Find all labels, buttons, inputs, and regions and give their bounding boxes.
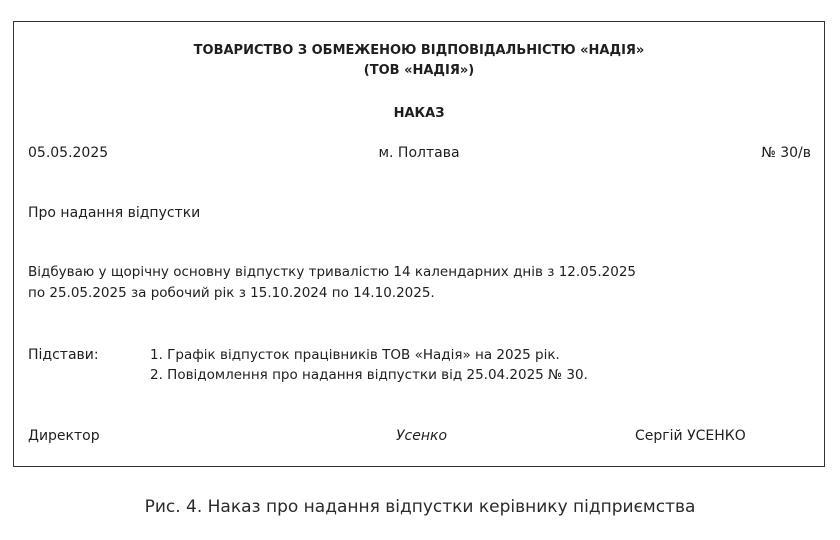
document-number: № 30/в — [761, 145, 811, 161]
signatory-position: Директор — [28, 428, 100, 444]
body-text-line: Відбуваю у щорічну основну відпустку тривалістю 14 календарних днів з 12.05.2025 — [28, 264, 637, 280]
document-place: м. Полтава — [378, 145, 460, 161]
document-frame — [13, 21, 825, 467]
grounds-label: Підстави: — [28, 347, 99, 363]
organization-full-name: ТОВАРИСТВО З ОБМЕЖЕНОЮ ВІДПОВІДАЛЬНІСТЮ «НАДІЯ» — [193, 43, 645, 58]
grounds-item: 1. Графік відпусток працівників ТОВ «Надія» на 2025 рік. — [150, 347, 560, 363]
signature: Усенко — [396, 428, 448, 444]
organization-short-name: (ТОВ «НАДІЯ») — [363, 63, 475, 78]
body-text-line: по 25.05.2025 за робочий рік з 15.10.2024 по 14.10.2025. — [28, 285, 435, 301]
document-subject: Про надання відпустки — [28, 205, 201, 221]
document-type: НАКАЗ — [393, 106, 445, 121]
figure-caption: Рис. 4. Наказ про надання відпустки керівнику підприємства — [144, 497, 696, 517]
grounds-item: 2. Повідомлення про надання відпустки від 25.04.2025 № 30. — [150, 367, 588, 383]
document-date: 05.05.2025 — [28, 145, 109, 161]
signatory-name: Сергій УСЕНКО — [635, 428, 746, 444]
